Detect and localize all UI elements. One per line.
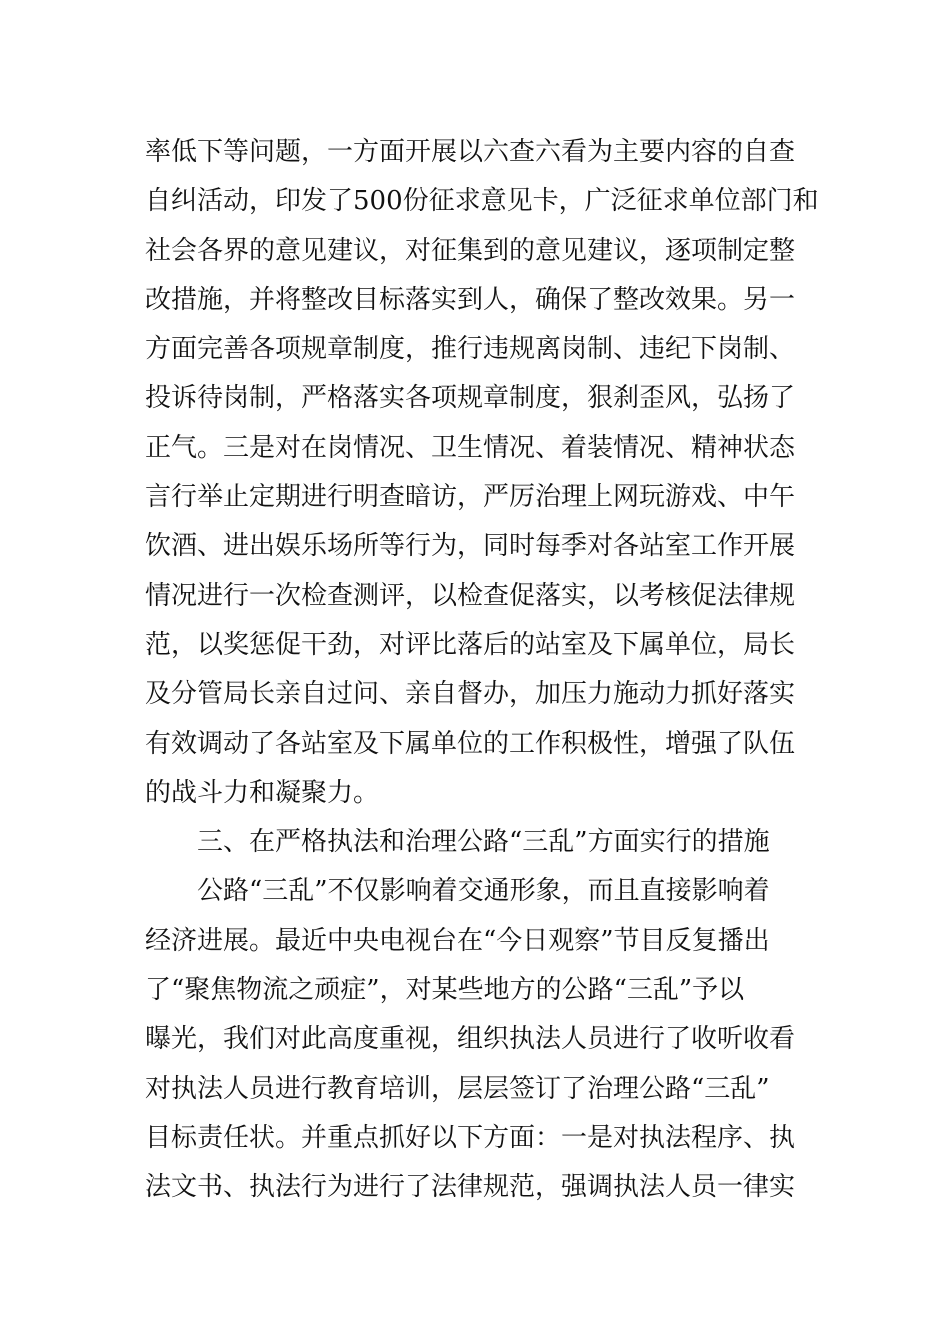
- text-line: 改措施，并将整改目标落实到人，确保了整改效果。另一: [145, 284, 796, 315]
- text-line: 公路“三乱”不仅影响着交通形象，而且直接影响着: [197, 876, 770, 907]
- text-line: 的战斗力和凝聚力。: [145, 777, 380, 808]
- text-line: 对执法人员进行教育培训，层层签订了治理公路“三乱”: [145, 1073, 770, 1104]
- text-line: 法文书、执法行为进行了法律规范，强调执法人员一律实: [145, 1172, 796, 1203]
- text-line: 目标责任状。并重点抓好以下方面：一是对执法程序、执: [145, 1122, 796, 1153]
- text-line: 正气。三是对在岗情况、卫生情况、着装情况、精神状态: [145, 432, 796, 463]
- text-line: 方面完善各项规章制度，推行违规离岗制、违纪下岗制、: [145, 334, 796, 365]
- text-line: 及分管局长亲自过问、亲自督办，加压力施动力抓好落实: [145, 679, 796, 710]
- text-line: 有效调动了各站室及下属单位的工作积极性，增强了队伍: [145, 728, 796, 759]
- text-line: 投诉待岗制，严格落实各项规章制度，狠刹歪风，弘扬了: [145, 383, 796, 414]
- text-line: 了“聚焦物流之顽症”，对某些地方的公路“三乱”予以: [145, 975, 745, 1006]
- section-heading: 三、在严格执法和治理公路“三乱”方面实行的措施: [197, 827, 770, 858]
- text-line: 率低下等问题，一方面开展以六查六看为主要内容的自查: [145, 137, 796, 167]
- text-line: 饮酒、进出娱乐场所等行为，同时每季对各站室工作开展: [145, 531, 796, 562]
- text-line: 情况进行一次检查测评，以检查促落实，以考核促法律规: [145, 580, 796, 611]
- text-line: 范，以奖惩促干劲，对评比落后的站室及下属单位，局长: [145, 629, 796, 660]
- text-line: 言行举止定期进行明查暗访，严厉治理上网玩游戏、中午: [145, 482, 796, 513]
- document-body: [145, 128, 819, 1213]
- text-line: 曝光，我们对此高度重视，组织执法人员进行了收听收看: [145, 1024, 796, 1055]
- text-line: 自纠活动，印发了500份征求意见卡，广泛征求单位部门和: [145, 186, 819, 217]
- text-line: 经济进展。最近中央电视台在“今日观察”节目反复播出: [145, 925, 770, 956]
- text-line: 社会各界的意见建议，对征集到的意见建议，逐项制定整: [145, 235, 796, 266]
